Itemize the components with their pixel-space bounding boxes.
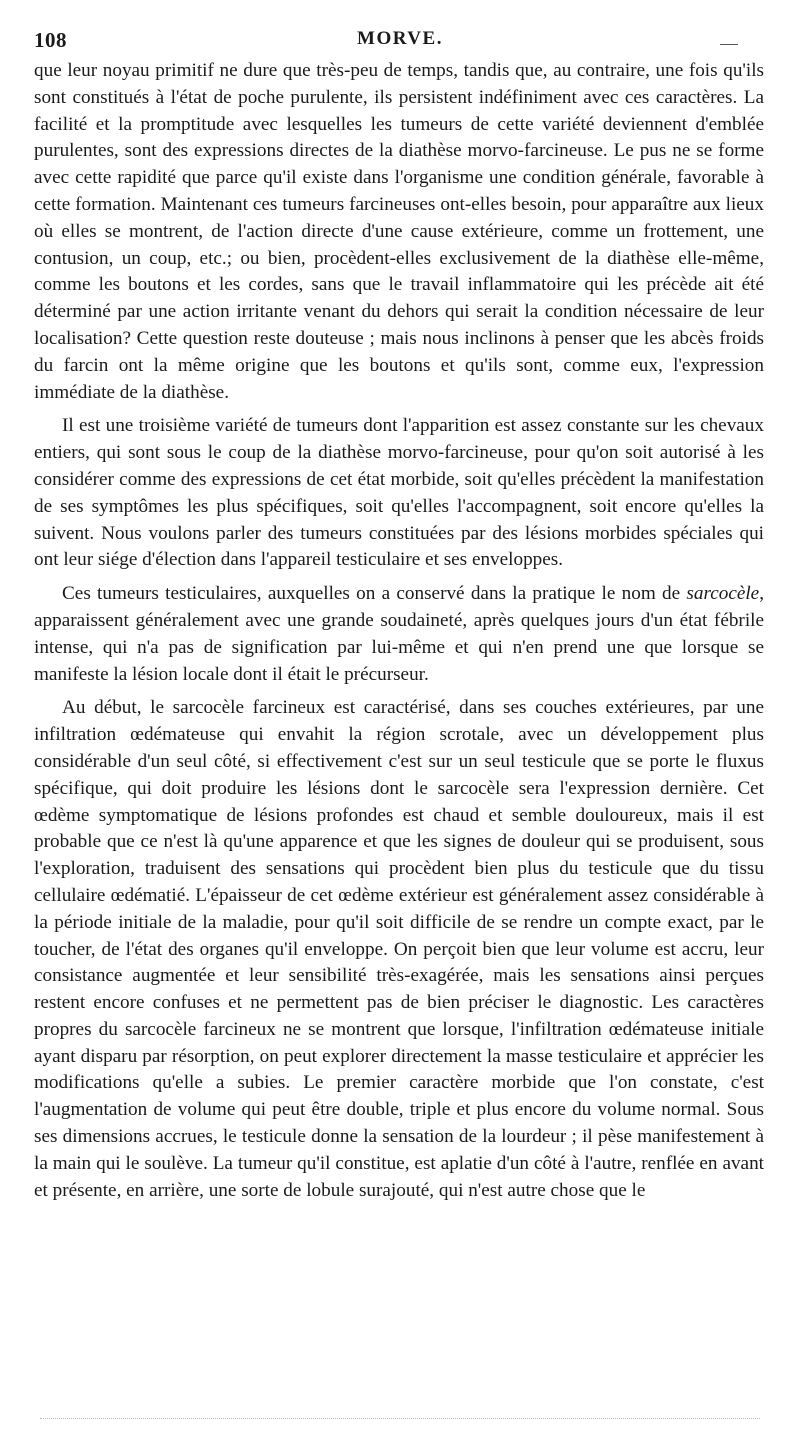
paragraph-text: Ces tumeurs testiculaires, auxquelles on a conservé dans la pratique le nom de bbox=[62, 583, 687, 605]
page-header bbox=[34, 28, 766, 58]
body-text bbox=[34, 58, 764, 1204]
italic-term: sarcocèle bbox=[686, 583, 760, 605]
header-rule bbox=[720, 44, 738, 45]
paragraph-text: que leur noyau primitif ne dure que très-peu de temps, tandis que, au contraire, une fois qu'ils sont constitués à l'état de poche purulente, ils persistent indéfiniment avec ces caractères. La facilité et la promptitude avec lesquelles les tumeurs de cette variété deviennent d'emblée purulentes, sont des expressions directes de la diathèse morvo-farcineuse. Le pus ne se forme avec cette rapidité que parce qu'il existe dans l'organisme une condition générale, favorable à cette formation. Maintenant ces tumeurs farcineuses ont-elles besoin, pour apparaître aux lieux où elles se montrent, de l'action directe d'une cause extérieure, comme un frottement, une contusion, un coup, etc.; ou bien, procèdent-elles exclusivement de la diathèse elle-même, comme les boutons et les cordes, sans que le travail inflammatoire qui les précède ait été déterminé par une action irritante venant du dehors qui serait la condition nécessaire de leur localisation? Cette question reste douteuse ; mais nous inclinons à penser que les abcès froids du farcin ont la même origine que les boutons et qu'ils sont, comme eux, l'expression immédiate de la diathèse. bbox=[34, 60, 764, 403]
paragraph bbox=[34, 581, 764, 688]
paragraph-text: Au début, le sarcocèle farcineux est caractérisé, dans ses couches extérieures, par une infiltration œdémateuse qui envahit la région scrotale, avec un développement plus considérable d'un seul côté, si effectivement c'est sur un seul testicule que se porte le fluxus spécifique, qui doit produire les lésions dont le sarcocèle sera l'expression dernière. Cet œdème symptomatique de lésions profondes est chaud et semble douloureux, mais il est probable que ce n'est là qu'une apparence et que les signes de douleur qui se produisent, sous l'exploration, traduisent des sensations qui procèdent bien plus du testicule que du tissu cellulaire œdématié. L'épaisseur de cet œdème extérieur est généralement assez considérable à la période initiale de la maladie, pour qu'il soit difficile de se rendre un compte exact, par le toucher, de l'état des organes qu'il enveloppe. On perçoit bien que leur volume est accru, leur consistance augmentée et leur sensibilité très-exagérée, mais les sensations ainsi perçues restent encore confuses et ne permettent pas de bien préciser le diagnostic. Les caractères propres du sarcocèle farcineux ne se montrent que lorsque, l'infiltration œdémateuse initiale ayant disparu par résorption, on peut explorer directement la masse testiculaire et apprécier les modifications qu'elle a subies. Le premier caractère morbide que l'on constate, c'est l'augmentation de volume qui peut être double, triple et plus encore du volume normal. Sous ses dimensions accrues, le testicule donne la sensation de la lourdeur ; il pèse manifestement à la main qui le soulève. La tumeur qu'il constitue, est aplatie d'un côté à l'autre, renflée en avant et présente, en arrière, une sorte de lobule surajouté, qui n'est autre chose que le bbox=[34, 697, 764, 1201]
running-title: MORVE. bbox=[357, 28, 443, 49]
paragraph bbox=[34, 695, 764, 1204]
paragraph bbox=[34, 58, 764, 406]
scan-artifact-line bbox=[40, 1418, 760, 1420]
paragraph-text: , apparaissent généralement avec une grande soudaineté, après quelques jours d'un état fébrile intense, qui n'a pas de signification par lui-même et qui n'en prend une que lorsque se manifeste la lésion locale dont il était le précurseur. bbox=[34, 583, 764, 685]
page-number: 108 bbox=[34, 28, 67, 52]
paragraph bbox=[34, 413, 764, 574]
paragraph-text: Il est une troisième variété de tumeurs dont l'apparition est assez constante sur les chevaux entiers, qui sont sous le coup de la diathèse morvo-farcineuse, pour qu'on soit autorisé à les considérer comme des expressions de cet état morbide, soit qu'elles précèdent la manifestation de ses symptômes les plus spécifiques, soit qu'elles l'accompagnent, soit encore qu'elles la suivent. Nous voulons parler des tumeurs constituées par des lésions morbides spéciales qui ont leur siége d'élection dans l'appareil testiculaire et ses enveloppes. bbox=[34, 415, 764, 571]
